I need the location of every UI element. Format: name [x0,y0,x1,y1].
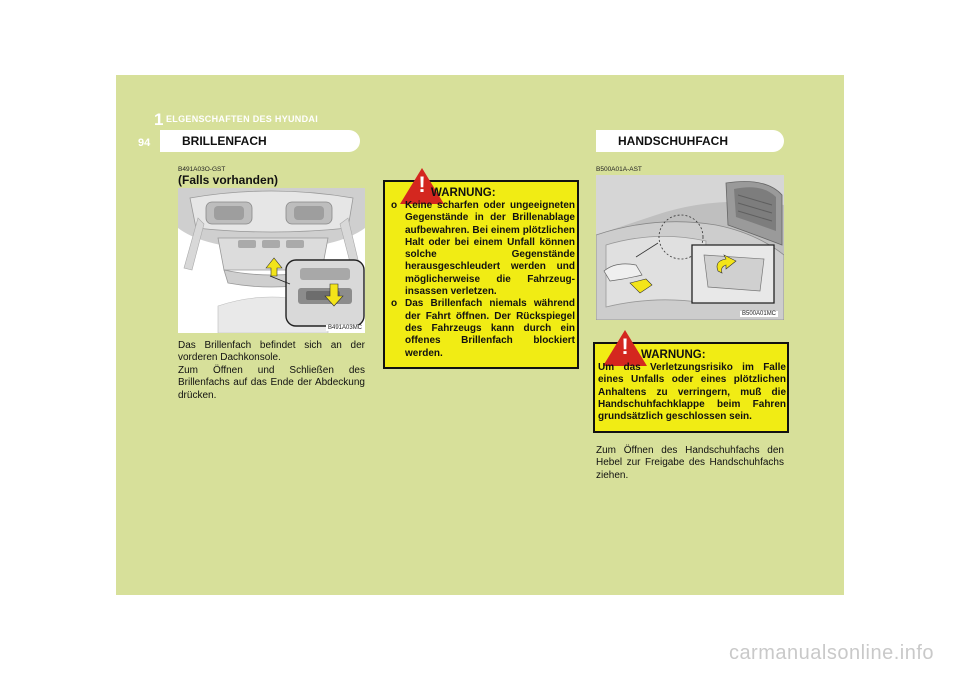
exclamation-icon: ! [621,334,629,359]
warning-item-text: Keine scharfen oder ungeeigneten Gegenstände in der Brillenablage aufbewahren. Bei einem plötzlichen Halt oder bei einem Unfall können solche Gegenstände herausgeschleudert werden und möglicherweise die Fahrzeug-insassen verletzen. [405,200,575,298]
bullet-marker: o [391,200,398,211]
body-paragraph: Das Brillenfach befindet sich an der vorderen Dachkonsole. Zum Öffnen und Schließen des Brillenfachs auf das Ende der Abdeckung drücken. [178,340,365,401]
warning-title: WARNUNG: [641,349,706,361]
exclamation-icon: ! [418,172,426,197]
subheading: (Falls vorhanden) [178,173,279,187]
warning-list [391,200,575,360]
chapter-number: 1 [154,110,164,129]
warning-box-brillenfach [383,172,579,369]
warning-title: WARNUNG: [431,187,496,199]
warning-item [391,200,575,298]
warning-item-text: Das Brillenfach niemals während der Fahrt öffnen. Der Rückspiegel des Fahrzeugs kann durch ein offenes Brillenfach blockiert werden. [405,298,575,359]
figure-label: B500A01MC [742,311,777,317]
warning-box-handschuhfach [593,334,789,433]
glovebox-illustration [596,175,784,320]
sunglass-holder-figure [178,188,365,333]
section-tab-brillenfach [160,130,360,152]
bullet-marker: o [391,298,398,310]
section-title: HANDSCHUHFACH [618,134,728,148]
warning-item [391,298,575,359]
watermark: carmanualsonline.info [728,642,934,664]
glovebox-figure [596,175,784,320]
warning-text: Um das Verletzungsrisiko im Falle eines Unfalls oder eines plötzlichen Anhaltens zu verringern, muß die Handschuhfachklappe beim Fahren grundsätzlich geschlossen sein. [598,362,786,423]
section-tab-handschuhfach [596,130,784,152]
figure-label: B491A03MC [328,325,363,331]
section-code: B500A01A-AST [596,166,642,173]
page-number: 94 [138,137,151,149]
chapter-title: ELGENSCHAFTEN DES HYUNDAI [166,114,319,124]
section-title: BRILLENFACH [182,134,267,148]
overhead-console-illustration [178,188,365,333]
section-code: B491A03O-GST [178,166,226,173]
body-paragraph: Zum Öffnen des Handschuhfachs den Hebel zur Freigabe des Handschuhfachs ziehen. [596,445,784,481]
